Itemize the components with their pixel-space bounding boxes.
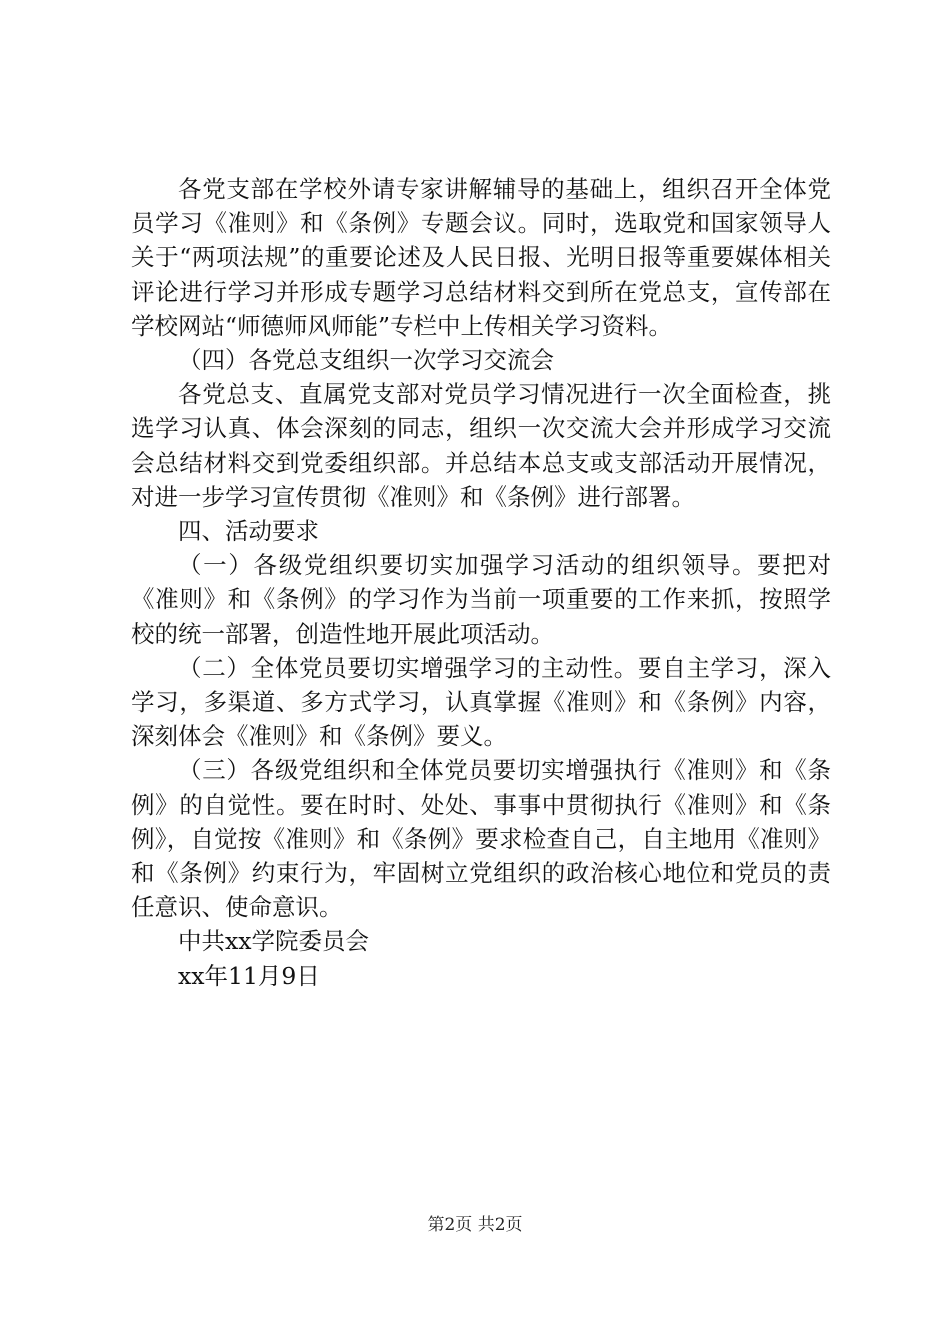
page-footer [0,1214,950,1236]
signature-organization: 中共xx学院委员会 [178,927,370,956]
paragraph-exchange-meeting: 各党总支、直属党支部对党员学习情况进行一次全面检查，挑选学习认真、体会深刻的同志，组织一次交流大会并形成学习交流会总结材料交到党委组织部。并总结本总支或支部活动开展情况，对进一步学习宣传贯彻《准则》和《条例》进行部署。 [131,380,831,511]
paragraph-requirement-1: （一）各级党组织要切实加强学习活动的组织领导。要把对《准则》和《条例》的学习作为当前一项重要的工作来抓，按照学校的统一部署，创造性地开展此项活动。 [131,551,831,648]
paragraph-study-meeting: 各党支部在学校外请专家讲解辅导的基础上，组织召开全体党员学习《准则》和《条例》专题会议。同时，选取党和国家领导人关于“两项法规”的重要论述及人民日报、光明日报等重要媒体相关评论进行学习并形成专题学习总结材料交到所在党总支，宣传部在学校网站“师德师风师能”专栏中上传相关学习资料。 [131,175,831,340]
heading-exchange-meeting: （四）各党总支组织一次学习交流会 [178,346,554,375]
page-number: 第2页 共2页 [427,1215,523,1235]
paragraph-requirement-3: （三）各级党组织和全体党员要切实增强执行《准则》和《条例》的自觉性。要在时时、处处、事事中贯彻执行《准则》和《条例》，自觉按《准则》和《条例》要求检查自己，自主地用《准则》和《条例》约束行为，牢固树立党组织的政治核心地位和党员的责任意识、使命意识。 [131,756,831,922]
signature-date: xx年11月9日 [178,961,320,990]
document-body [131,172,831,993]
heading-activity-requirements: 四、活动要求 [178,517,319,546]
paragraph-requirement-2: （二）全体党员要切实增强学习的主动性。要自主学习，深入学习，多渠道、多方式学习，认真掌握《准则》和《条例》内容，深刻体会《准则》和《条例》要义。 [131,653,831,751]
